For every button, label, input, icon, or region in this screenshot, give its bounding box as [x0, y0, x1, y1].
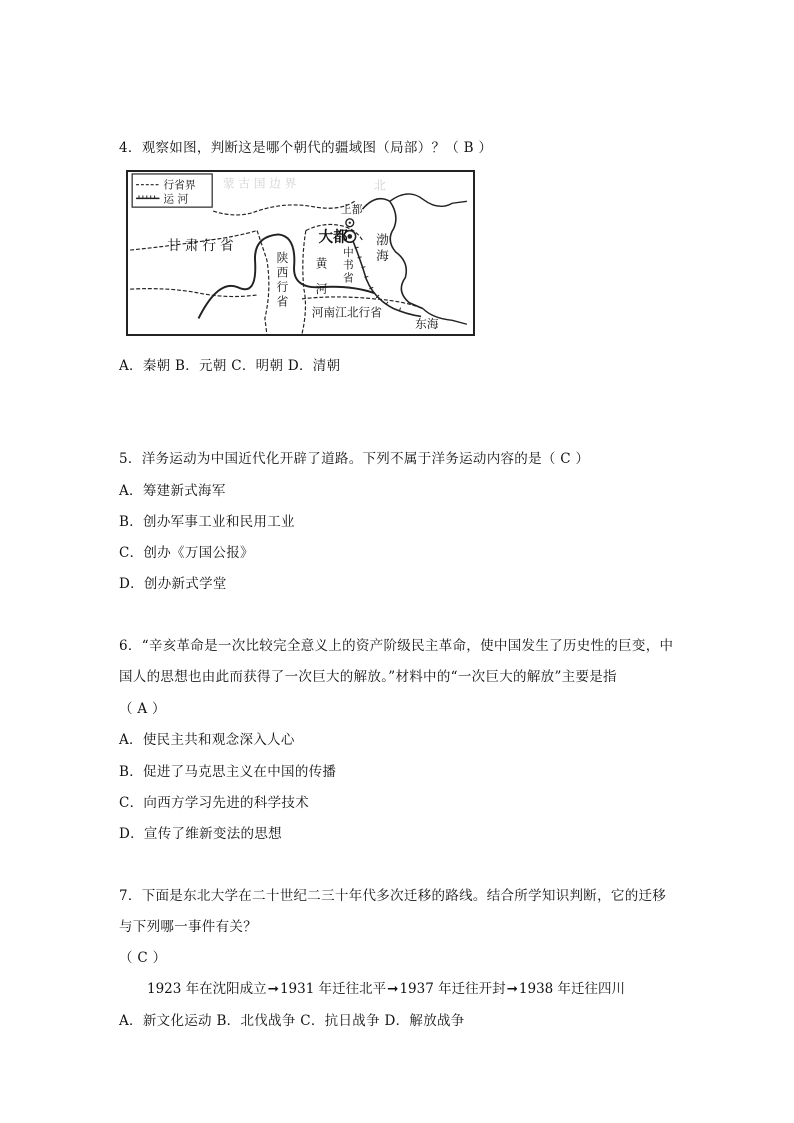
route-step-2: 1931 年迁往北平 [279, 981, 387, 997]
svg-text:省: 省 [342, 271, 354, 285]
q6-option-d: D．宣传了维新变法的思想 [119, 826, 282, 842]
label-dadu: 大都 [318, 229, 348, 246]
q6-answer: （ A ） [119, 701, 166, 717]
q6-text-line1: 6．“辛亥革命是一次比较完全意义上的资产阶级民主革命，使中国发生了历史性的巨变，中 [119, 638, 674, 654]
label-bohai [376, 232, 389, 263]
svg-text:书: 书 [342, 258, 354, 272]
label-henan: 河南江北行省 [311, 305, 382, 320]
route-step-1: 1923 年在沈阳成立 [147, 981, 267, 997]
faded-background-text [223, 177, 386, 193]
label-donghai: 东海 [415, 317, 439, 332]
svg-text:渤: 渤 [376, 232, 389, 248]
route-step-3: 1937 年迁往开封 [399, 981, 506, 997]
q5-text: 5．洋务运动为中国近代化开辟了道路。下列不属于洋务运动内容的是（ C ） [119, 451, 590, 467]
northeast-coast [390, 194, 467, 206]
svg-text:蒙 古 国 边 界: 蒙 古 国 边 界 [222, 176, 297, 191]
label-gansu: 甘肃行省 [167, 238, 238, 255]
label-shangdu: 上都 [341, 202, 363, 216]
q6-option-b: B．促进了马克思主义在中国的传播 [119, 764, 337, 780]
q5-option-a: A．筹建新式海军 [119, 483, 226, 499]
q7-text-line1: 7．下面是东北大学在二十世纪二三十年代多次迁移的路线。结合所学知识判断，它的迁移 [119, 888, 667, 904]
label-shaanxi [277, 251, 289, 309]
svg-text:海: 海 [376, 247, 389, 263]
label-huanghe [316, 257, 329, 296]
svg-text:中: 中 [342, 245, 354, 259]
svg-text:西: 西 [276, 265, 289, 280]
q7-answer: （ C ） [119, 950, 167, 966]
route-arrow-icon: ➞ [267, 981, 279, 997]
route-step-4: 1938 年迁往四川 [518, 981, 626, 997]
q6-option-a: A．使民主共和观念深入人心 [119, 732, 295, 748]
q5-option-b: B．创办军事工业和民用工业 [119, 514, 295, 530]
map-figure [128, 172, 473, 334]
svg-text:陕: 陕 [276, 250, 289, 265]
label-zhongshu [343, 246, 354, 284]
legend-label-boundary: 行省界 [163, 178, 196, 192]
q7-route [147, 977, 625, 997]
q6-option-c: C．向西方学习先进的科学技术 [119, 795, 310, 811]
yuan-dynasty-map [126, 170, 475, 336]
q6-text-line2: 国人的思想也由此而获得了一次巨大的解放。”材料中的“一次巨大的解放”主要是指 [119, 669, 617, 685]
legend-label-canal: 运 河 [163, 192, 189, 206]
q4-text: 4．观察如图，判断这是哪个朝代的疆域图（局部）？（ B ） [119, 140, 493, 156]
q5-option-d: D．创办新式学堂 [119, 576, 227, 592]
q5-option-c: C．创办《万国公报》 [119, 545, 254, 561]
q4-options: A．秦朝 B．元朝 C．明朝 D．清朝 [119, 358, 341, 374]
route-arrow-icon: ➞ [506, 981, 518, 997]
svg-text:河: 河 [315, 282, 328, 297]
svg-text:北: 北 [374, 178, 386, 193]
svg-text:行: 行 [276, 280, 289, 295]
q7-options: A．新文化运动 B．北伐战争 C．抗日战争 D．解放战争 [119, 1013, 465, 1029]
route-arrow-icon: ➞ [387, 981, 399, 997]
q7-text-line2: 与下列哪一事件有关？ [119, 919, 257, 935]
svg-text:黄: 黄 [315, 256, 328, 271]
svg-text:省: 省 [276, 294, 289, 309]
